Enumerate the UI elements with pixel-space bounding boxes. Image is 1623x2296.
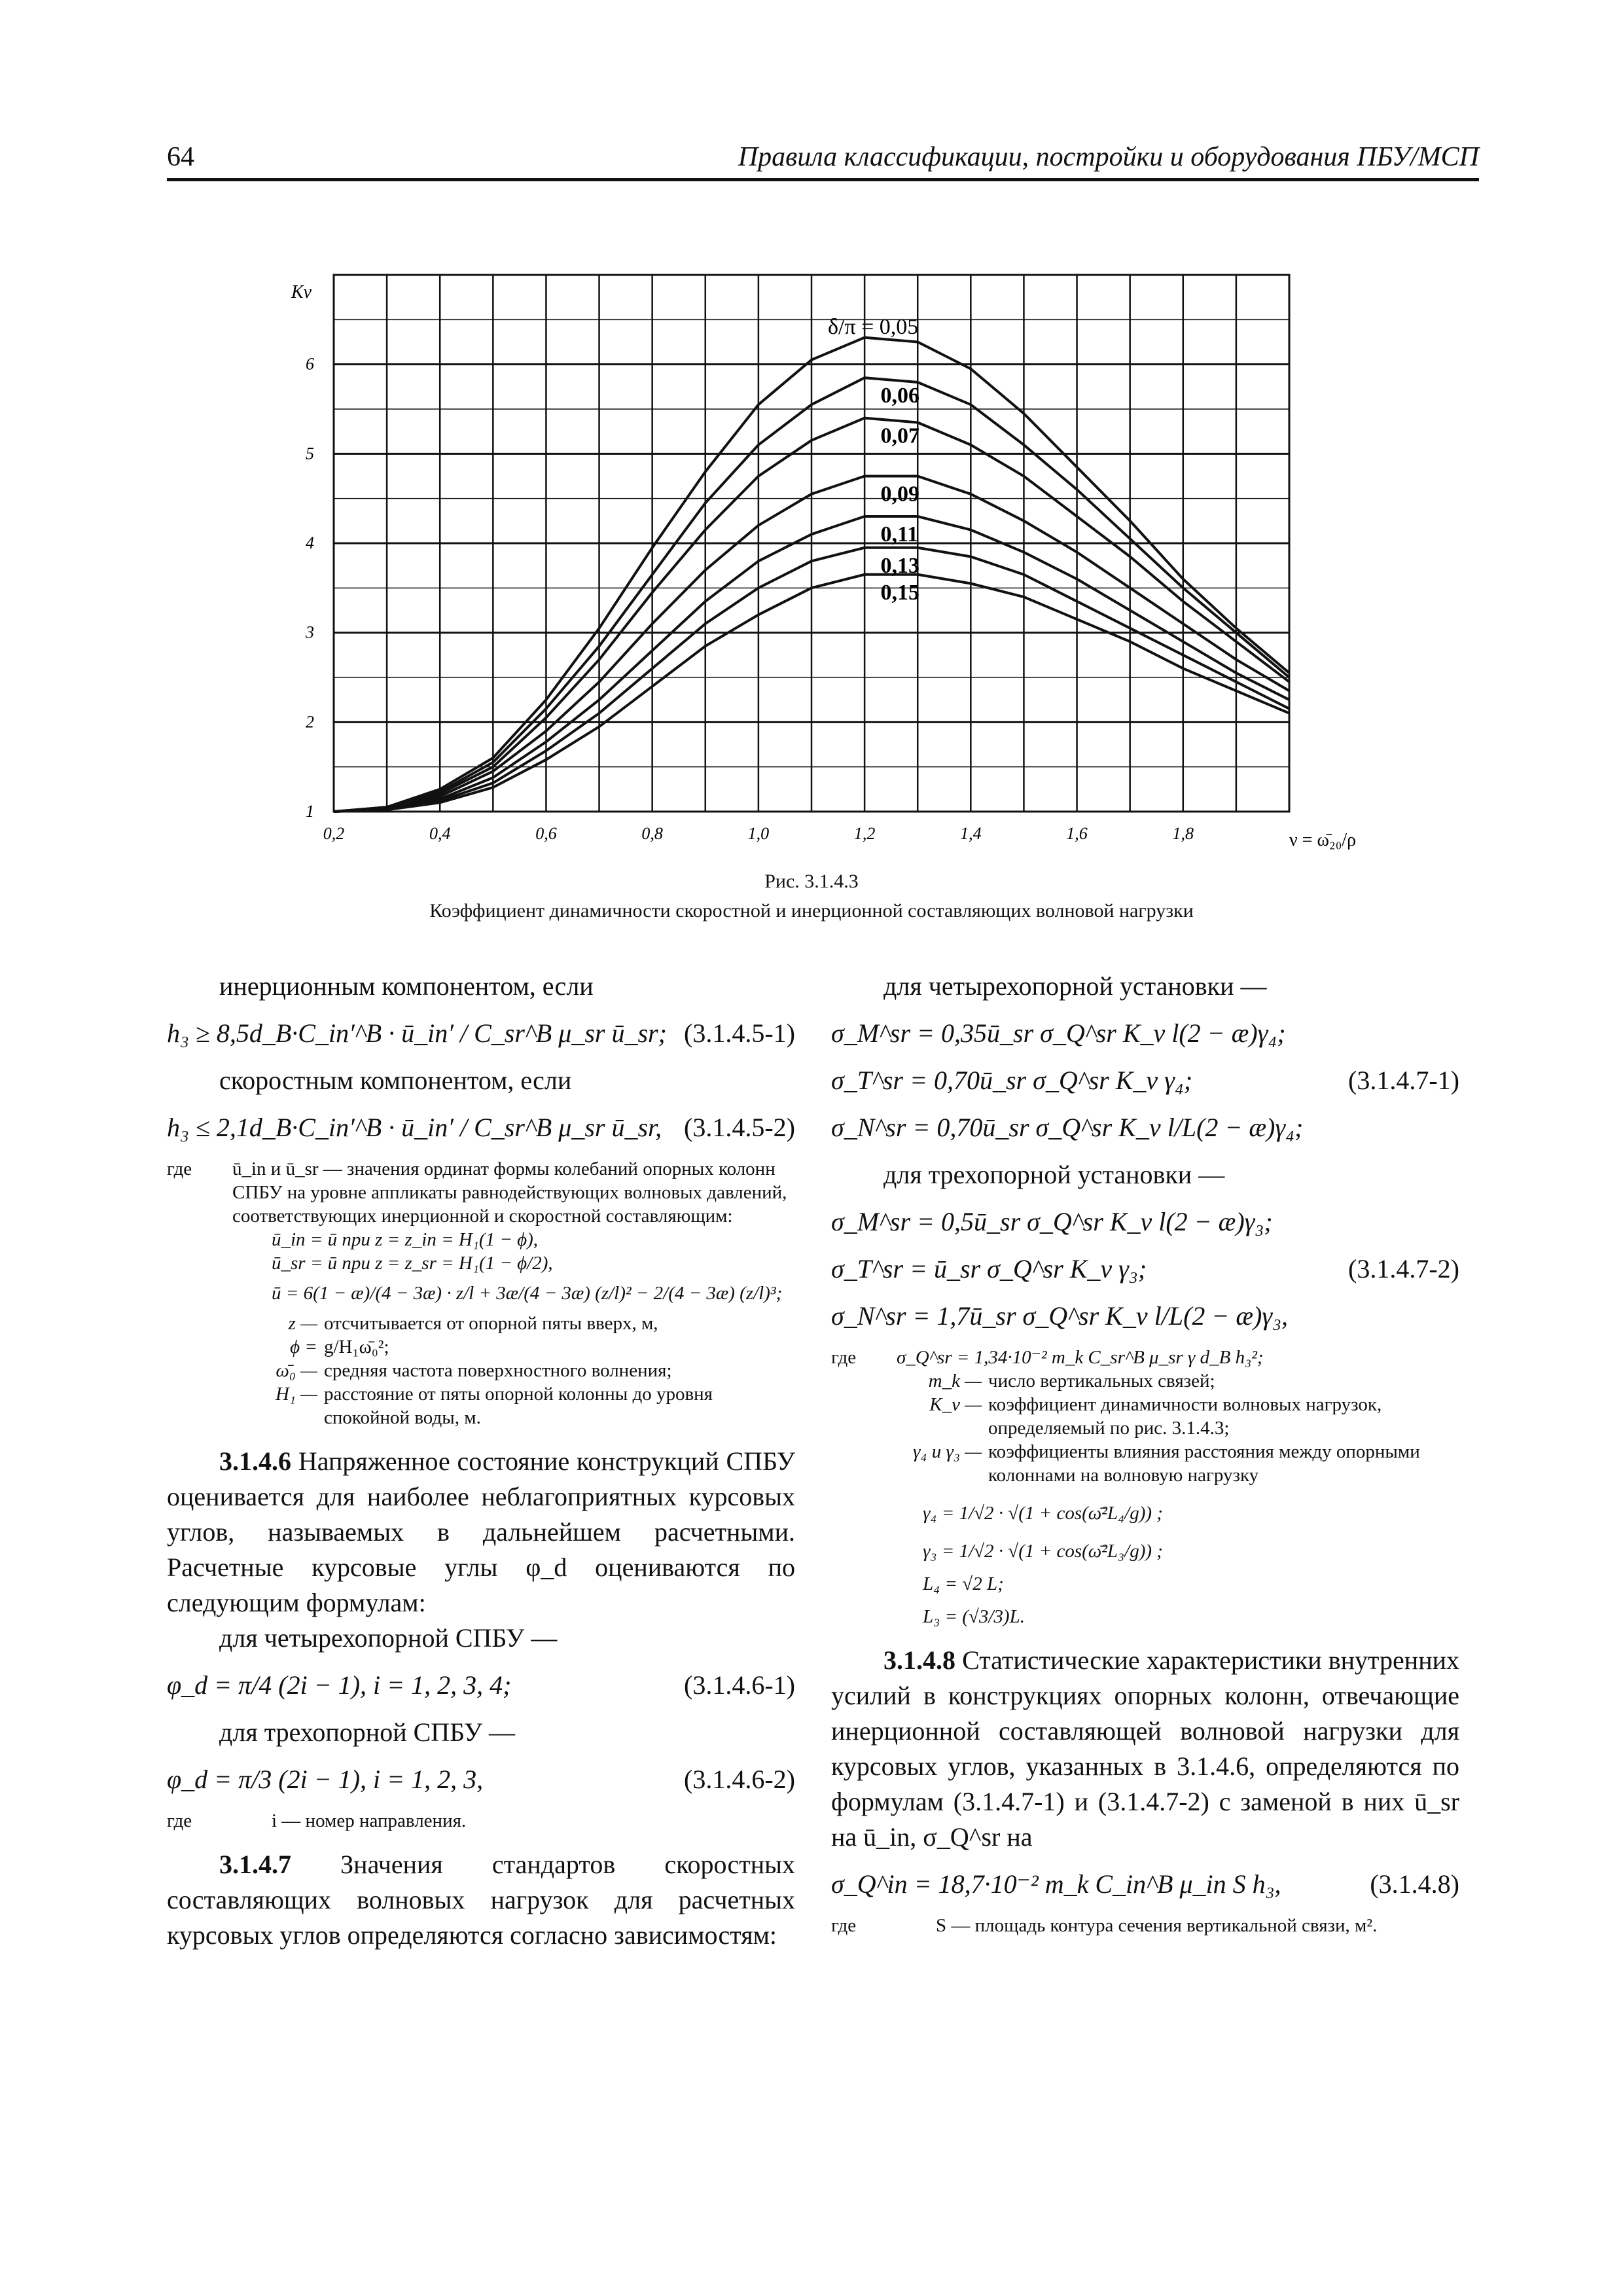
formula-number: (3.1.4.6-1): [684, 1670, 795, 1700]
formula-3-1-4-6-2: [167, 1762, 795, 1797]
formula-3-1-4-5-1: [167, 1016, 795, 1051]
definition: H₁ — расстояние от пяты опорной колонны до уровня спокойной воды, м.: [275, 1384, 713, 1428]
series-label: 0,09: [880, 482, 919, 507]
formula: φ_d = π/3 (2i − 1), i = 1, 2, 3,: [167, 1765, 484, 1794]
series-label: 0,06: [880, 384, 919, 408]
formula-number: (3.1.4.7-1): [1348, 1066, 1459, 1095]
formula-3-1-4-7-1: σ_T^sr = 0,70ū_sr σ_Q^sr K_v γ₄; (3.1.4.7-1): [831, 1063, 1459, 1098]
x-axis-label: ν = ω̄₂₀/ρ: [1289, 830, 1357, 850]
text-line: скоростным компонентом, если: [219, 1066, 572, 1095]
series-label: 0,07: [880, 423, 919, 448]
page-number: 64: [167, 142, 194, 172]
y-tick-label: 6: [306, 354, 314, 374]
y-tick-label: 2: [306, 712, 314, 732]
x-tick-label: 1,8: [1172, 824, 1194, 843]
text-line: инерционным компонентом, если: [219, 971, 594, 1001]
gamma3-formula: γ₃ = 1/√2 · √(1 + cos(ω̄²L₃/g)) ;: [923, 1541, 1163, 1562]
section-3-1-4-6: 3.1.4.6 Напряженное состояние конструкций СПБУ оценивается для наиболее неблагоприятных курсовых углов, называемых в дальнейшем расчетными. Расчетные курсовые углы φ_d оцениваются по следующим формулам:: [167, 1446, 796, 1617]
chart-grid: [334, 275, 1289, 812]
gamma4-formula: γ₄ = 1/√2 · √(1 + cos(ω̄²L₄/g)) ;: [923, 1503, 1163, 1524]
formula-number: (3.1.4.6-2): [684, 1765, 795, 1794]
section-3-1-4-8: 3.1.4.8 Статистические характеристики внутренних усилий в конструкциях опорных колонн, отвечающие инерционной составляющей волновой нагрузки для курсовых углов, указанных в 3.1.4.6, определяются по формулам (3.1.4.7-1) и (3.1.4.7-2) с заменой в них ū_sr на ū_in, σ_Q^sr на: [831, 1645, 1460, 1852]
formula-3-1-4-6-1: [167, 1668, 795, 1703]
definition: ω̄₀ — средняя частота поверхностного волнения;: [276, 1360, 672, 1381]
formula-number: (3.1.4.7-2): [1348, 1254, 1459, 1283]
formula: σ_N^sr = 1,7ū_sr σ_Q^sr K_v l/L(2 − æ)γ₃,: [831, 1301, 1289, 1331]
right-column: [831, 969, 1459, 1937]
x-tick-label: 0,2: [323, 824, 345, 843]
where-text: ū_in и ū_sr — значения ординат формы колебаний опорных колонн СПБУ на уровне аппликаты равнодействующих волновых давлений, соответствующих инерционной и скоростной составляющим:: [232, 1158, 787, 1227]
y-tick-label: 4: [306, 533, 314, 552]
text-line: для трехопорной установки —: [883, 1160, 1225, 1189]
chart-series-labels: [880, 384, 919, 605]
y-tick-label: 3: [306, 622, 314, 642]
where-block: где S — площадь контура сечения вертикальной связи, м².: [831, 1915, 1378, 1936]
where-formula: ū = 6(1 − æ)/(4 − 3æ) · z/l + 3æ/(4 − 3æ) (z/l)² − 2/(4 − 3æ) (z/l)³;: [272, 1283, 783, 1304]
definition: m_k — число вертикальных связей;: [928, 1371, 1215, 1391]
formula: h₃ ≥ 8,5d_B·C_in′^B · ū_in′ / C_sr^B μ_sr ū_sr;: [167, 1018, 667, 1048]
series-label: 0,11: [880, 522, 919, 547]
left-column: [167, 969, 795, 1953]
formula-number: (3.1.4.8): [1370, 1869, 1459, 1899]
formula: h₃ ≤ 2,1d_B·C_in′^B · ū_in′ / C_sr^B μ_sr ū_sr,: [167, 1113, 662, 1142]
formula-3-1-4-7-2: σ_T^sr = ū_sr σ_Q^sr K_v γ₃; (3.1.4.7-2): [831, 1251, 1459, 1287]
formula-3-1-4-5-2: [167, 1110, 795, 1145]
where-block: где σ_Q^sr = 1,34·10⁻² m_k C_sr^B μ_sr γ d_B h₃²;: [831, 1347, 1264, 1368]
x-tick-label: 1,6: [1066, 824, 1088, 843]
where-block: где i — номер направления.: [167, 1810, 467, 1831]
section-number: 3.1.4.6: [219, 1446, 291, 1476]
text-line: для трехопорной СПБУ —: [219, 1717, 516, 1747]
section-number: 3.1.4.8: [883, 1645, 955, 1675]
formula: σ_M^sr = 0,5ū_sr σ_Q^sr K_v l(2 − æ)γ₃;: [831, 1207, 1273, 1236]
definition: K_v — коэффициент динамичности волновых нагрузок, определяемый по рис. 3.1.4.3;: [929, 1394, 1382, 1439]
chart-ticks: [305, 355, 1194, 843]
running-title: Правила классификации, постройки и оборудования ПБУ/МСП: [738, 142, 1479, 172]
header-rule: [167, 178, 1479, 181]
where-formula: ū_in = ū при z = z_in = H₁(1 − ϕ),: [272, 1229, 539, 1250]
text-line: для четырехопорной установки —: [883, 971, 1267, 1001]
formula: σ_N^sr = 0,70ū_sr σ_Q^sr K_v l/L(2 − æ)γ₄;: [831, 1113, 1304, 1142]
formula-number: (3.1.4.5-2): [684, 1113, 795, 1142]
definition: γ₄ и γ₃ — коэффициенты влияния расстояния между опорными колоннами на волновую нагрузку: [912, 1441, 1420, 1486]
L4-formula: L₄ = √2 L;: [923, 1573, 1004, 1594]
x-tick-label: 0,8: [641, 824, 663, 843]
y-axis-label: Kv: [291, 282, 312, 302]
definition: z — отсчитывается от опорной пяты вверх, м,: [288, 1313, 658, 1334]
series-label: 0,13: [880, 553, 919, 578]
section-3-1-4-7: 3.1.4.7 Значения стандартов скоростных составляющих волновых нагрузок для расчетных курсовых углов определяются согласно зависимостям:: [167, 1850, 796, 1950]
figure-caption-text: Коэффициент динамичности скоростной и инерционной составляющих волновой нагрузки: [429, 900, 1194, 922]
definition: ϕ = g/H₁ω̄₀²;: [290, 1336, 389, 1357]
x-tick-label: 1,2: [853, 824, 876, 843]
legend-label: δ/π = 0,05: [828, 315, 919, 339]
series-label: 0,15: [880, 580, 919, 605]
text-line: для четырехопорной СПБУ —: [219, 1623, 558, 1653]
x-tick-label: 1,4: [960, 824, 982, 843]
formula: σ_M^sr = 0,35ū_sr σ_Q^sr K_v l(2 − æ)γ₄;: [831, 1018, 1286, 1048]
where-formula: ū_sr = ū при z = z_sr = H₁(1 − ϕ/2),: [272, 1253, 553, 1274]
y-tick-label: 1: [306, 802, 314, 821]
where-block: [167, 1157, 795, 1228]
x-tick-label: 0,4: [429, 824, 451, 843]
figure-caption-number: Рис. 3.1.4.3: [764, 870, 859, 892]
where-label: где: [167, 1158, 192, 1179]
y-tick-label: 5: [306, 444, 314, 463]
page-header: [167, 141, 1479, 181]
kv-chart: [262, 262, 1387, 864]
formula: φ_d = π/4 (2i − 1), i = 1, 2, 3, 4;: [167, 1670, 512, 1700]
section-number: 3.1.4.7: [219, 1850, 291, 1879]
formula-3-1-4-8: σ_Q^in = 18,7·10⁻² m_k C_in^B μ_in S h₃, (3.1.4.8): [831, 1867, 1459, 1902]
x-tick-label: 1,0: [747, 824, 770, 843]
x-tick-label: 0,6: [535, 824, 557, 843]
L3-formula: L₃ = (√3/3)L.: [923, 1606, 1025, 1627]
formula-number: (3.1.4.5-1): [684, 1018, 795, 1048]
